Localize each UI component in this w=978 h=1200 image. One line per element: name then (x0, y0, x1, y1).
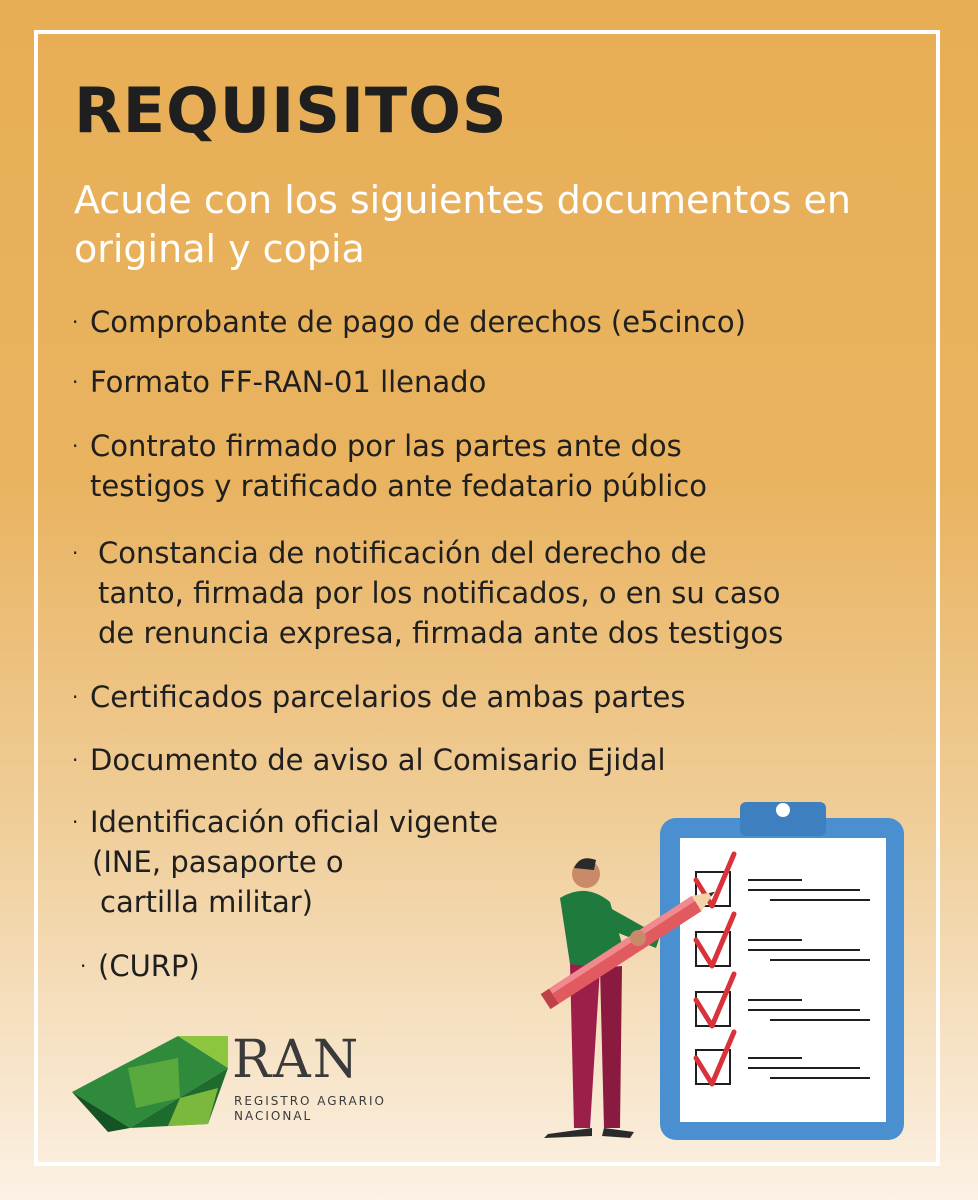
bullet-icon: · (72, 310, 79, 334)
subtitle: Acude con los siguientes documentos en original y copia (74, 178, 851, 271)
requirement-item-3 (90, 426, 707, 506)
requirement-line: Certificados parcelarios de ambas partes (90, 680, 686, 714)
requirement-line: Comprobante de pago de derechos (e5cinco) (90, 305, 746, 339)
bullet-icon: · (72, 810, 79, 834)
logo-name: RAN (232, 1030, 361, 1090)
requirement-item-7-cont (92, 842, 344, 882)
logo-subtitle-line1: REGISTRO AGRARIO (234, 1094, 386, 1108)
requirement-item-7 (90, 802, 498, 842)
bullet-icon: · (72, 434, 79, 458)
requirement-item-1 (90, 302, 746, 342)
requirement-line: de renuncia expresa, firmada ante dos testigos (98, 616, 784, 650)
requirement-item-8 (98, 946, 200, 986)
requirement-line: Formato FF-RAN-01 llenado (90, 365, 487, 399)
requirement-item-4 (98, 533, 783, 653)
requirement-line: testigos y ratificado ante fedatario público (90, 469, 707, 503)
bullet-icon: · (72, 748, 79, 772)
logo-subtitle (234, 1094, 386, 1124)
requirement-line: Documento de aviso al Comisario Ejidal (90, 743, 666, 777)
requirement-item-7-cont2 (100, 882, 313, 922)
bullet-icon: · (72, 685, 79, 709)
requirement-line: (INE, pasaporte o (92, 845, 344, 879)
requirement-item-2 (90, 362, 486, 402)
page-title: REQUISITOS (74, 74, 508, 147)
clipboard-illustration-icon (530, 788, 930, 1148)
bullet-icon: · (72, 541, 79, 565)
requirement-line: cartilla militar) (100, 885, 313, 919)
requirement-line: (CURP) (98, 949, 200, 983)
requirement-item-5 (90, 677, 685, 717)
requirement-line: Constancia de notificación del derecho de (98, 536, 707, 570)
requirement-line: Identificación oficial vigente (90, 805, 499, 839)
requirement-item-6 (90, 740, 666, 780)
bullet-icon: · (80, 954, 87, 978)
logo-subtitle-line2: NACIONAL (234, 1109, 313, 1123)
bullet-icon: · (72, 370, 79, 394)
requirement-line: tanto, firmada por los notificados, o en su caso (98, 576, 781, 610)
requirement-line: Contrato firmado por las partes ante dos (90, 429, 682, 463)
